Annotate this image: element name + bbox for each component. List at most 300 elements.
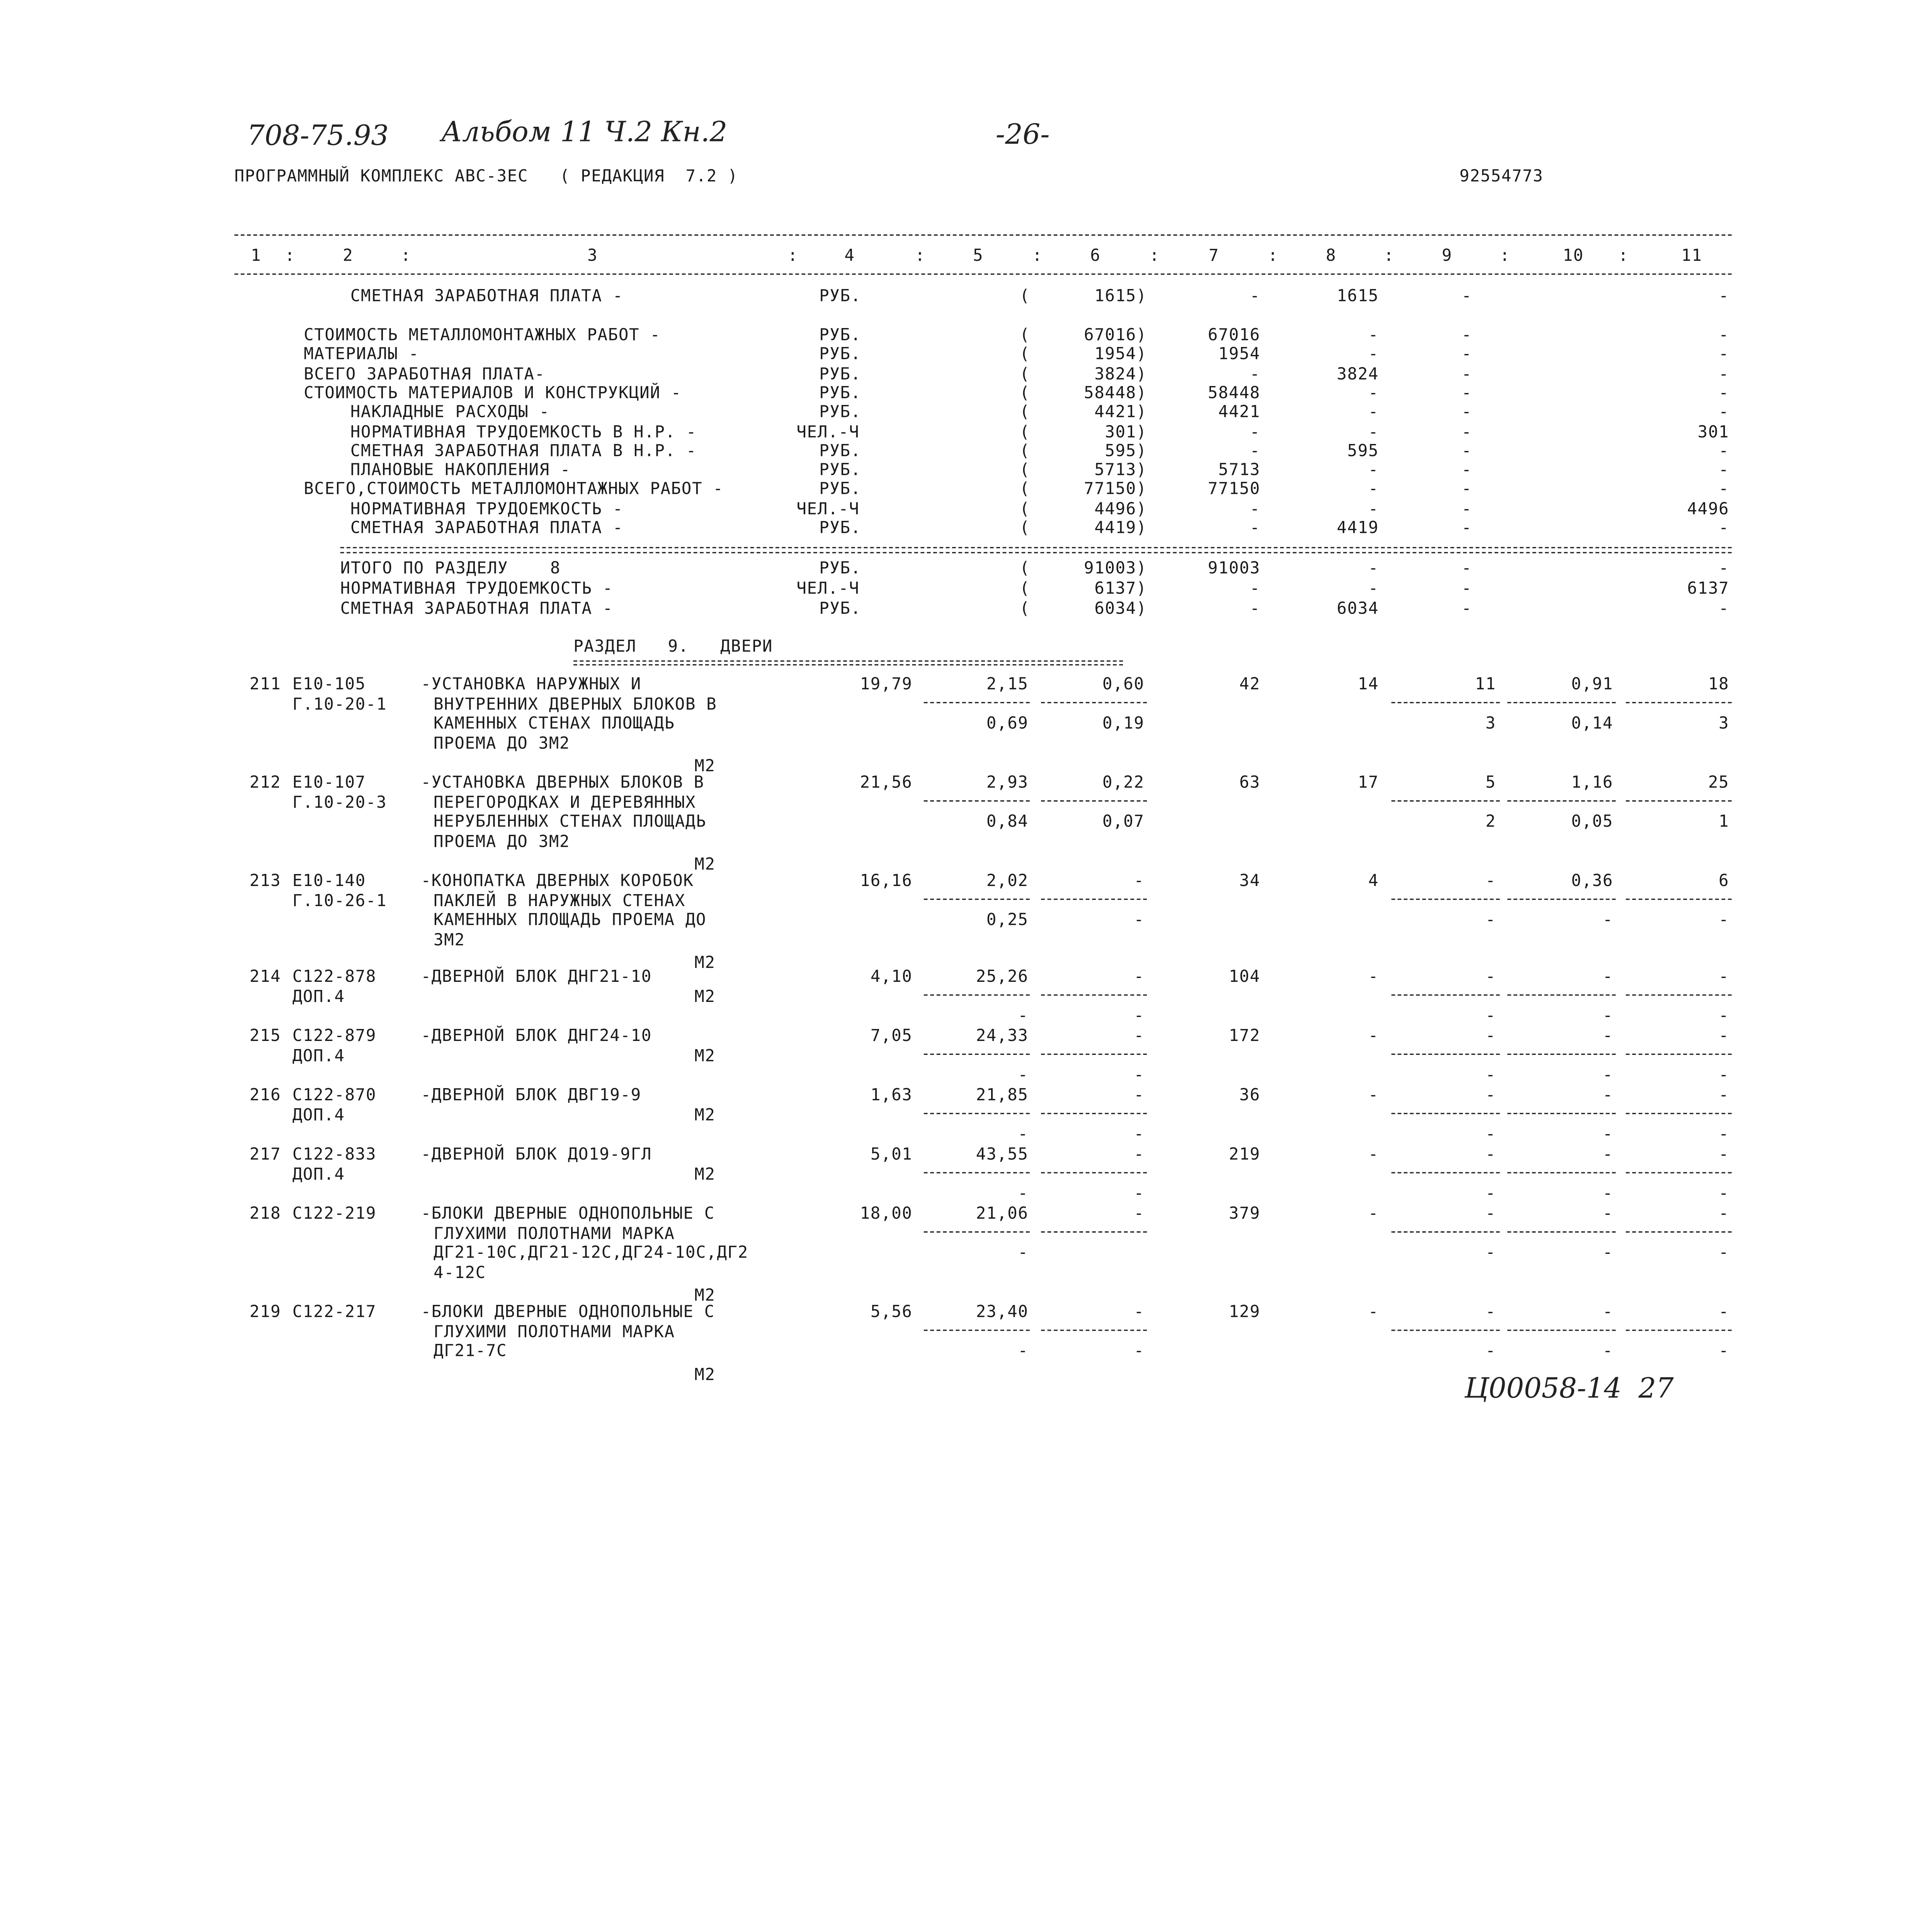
item-c11b: - (1718, 1244, 1730, 1263)
item-c11b: - (1718, 1007, 1730, 1026)
summary-c8: - (1368, 345, 1379, 365)
summary-c7: - (1250, 287, 1260, 306)
open-paren: ( (1019, 560, 1030, 579)
summary-c6: 3824) (1094, 365, 1147, 384)
handwritten-series: 708-75.93 (247, 121, 389, 153)
item-c7: 172 (1229, 1027, 1260, 1046)
item-c10b: - (1602, 1244, 1613, 1263)
item-c5: 2,93 (986, 774, 1029, 793)
summary-label: ВСЕГО,СТОИМОСТЬ МЕТАЛЛОМОНТАЖНЫХ РАБОТ - (304, 480, 724, 500)
open-paren: ( (1019, 287, 1030, 306)
summary-label: ВСЕГО ЗАРАБОТНАЯ ПЛАТА- (304, 365, 545, 384)
item-c9b: 2 (1485, 813, 1496, 832)
item-description: НЕРУБЛЕННЫХ СТЕНАХ ПЛОЩАДЬ (434, 813, 707, 832)
item-divider-11 (1626, 994, 1732, 995)
summary-c11: - (1718, 560, 1730, 579)
item-c8: 14 (1357, 675, 1379, 695)
item-code: С122-833 (292, 1145, 377, 1165)
item-divider-11 (1626, 1330, 1732, 1331)
summary-unit: РУБ. (819, 560, 861, 579)
item-description: ПРОЕМА ДО 3М2 (434, 832, 570, 852)
open-paren: ( (1019, 480, 1030, 500)
item-divider-10 (1507, 899, 1616, 900)
item-description: -БЛОКИ ДВЕРНЫЕ ОДНОПОЛЬНЫЕ С (421, 1303, 715, 1322)
column-separator: : (787, 247, 798, 266)
summary-unit: РУБ. (819, 365, 861, 384)
item-description: -ДВЕРНОЙ БЛОК ДО19-9ГЛ (421, 1145, 652, 1165)
program-title: ПРОГРАММНЫЙ КОМПЛЕКС АВС-3ЕС ( РЕДАКЦИЯ 7.2 ) (234, 167, 738, 187)
item-c6b: - (1134, 1184, 1145, 1204)
item-divider-11 (1626, 702, 1732, 703)
summary-c6: 91003) (1084, 560, 1147, 579)
item-divider-10 (1507, 702, 1616, 703)
item-description: КАМЕННЫХ СТЕНАХ ПЛОЩАДЬ (434, 714, 675, 734)
summary-c11: 4496 (1687, 500, 1730, 519)
item-divider-9 (1391, 994, 1500, 995)
item-divider-6 (1041, 899, 1147, 900)
item-code: С122-217 (292, 1303, 377, 1322)
item-c5: 21,85 (976, 1086, 1029, 1105)
item-c5: 23,40 (976, 1303, 1029, 1322)
summary-c7: - (1250, 423, 1260, 442)
item-c9b: - (1485, 1244, 1496, 1263)
item-divider-9 (1391, 1113, 1500, 1114)
handwritten-album: Альбом 11 Ч.2 Кн.2 (441, 117, 728, 149)
item-description: ПЕРЕГОРОДКАХ И ДЕРЕВЯННЫХ (434, 793, 696, 813)
open-paren: ( (1019, 403, 1030, 423)
item-divider-9 (1391, 1054, 1500, 1055)
item-c9: - (1485, 1027, 1496, 1046)
item-c6b: 0,07 (1102, 813, 1145, 832)
item-description: ГЛУХИМИ ПОЛОТНАМИ МАРКА (434, 1224, 675, 1243)
item-description: ГЛУХИМИ ПОЛОТНАМИ МАРКА (434, 1323, 675, 1342)
item-c11: - (1718, 1145, 1730, 1165)
item-c8: - (1368, 1027, 1379, 1046)
item-code-reference: Г.10-20-1 (292, 696, 387, 715)
item-c9b: - (1485, 1342, 1496, 1361)
item-divider-10 (1507, 1330, 1616, 1331)
summary-label: СТОИМОСТЬ МЕТАЛЛОМОНТАЖНЫХ РАБОТ - (304, 326, 661, 345)
item-description: ДГ21-7С (434, 1342, 507, 1361)
open-paren: ( (1019, 461, 1030, 481)
item-description: -КОНОПАТКА ДВЕРНЫХ КОРОБОК (421, 872, 694, 891)
summary-unit: РУБ. (819, 600, 861, 619)
summary-c9: - (1461, 500, 1472, 519)
column-number: 7 (1208, 247, 1219, 266)
item-code-reference: ДОП.4 (292, 1047, 345, 1066)
summary-c7: 4421 (1218, 403, 1260, 423)
item-divider-6 (1041, 994, 1147, 995)
item-c11b: - (1718, 1184, 1730, 1204)
item-divider-6 (1041, 1231, 1147, 1233)
item-divider-5 (924, 800, 1030, 801)
item-c6: 0,22 (1102, 774, 1145, 793)
item-divider-9 (1391, 1231, 1500, 1233)
item-c4: 4,10 (870, 968, 913, 987)
summary-unit: РУБ. (819, 345, 861, 365)
item-c7: 42 (1239, 675, 1260, 695)
item-c11: - (1718, 1086, 1730, 1105)
section-title-underline (573, 660, 1123, 662)
item-code: Е10-105 (292, 675, 366, 695)
item-c6b: - (1134, 1342, 1145, 1361)
item-c10b: - (1602, 1066, 1613, 1085)
summary-c11: 301 (1697, 423, 1730, 442)
item-c10: - (1602, 1303, 1613, 1322)
item-c10b: - (1602, 1184, 1613, 1204)
summary-unit: РУБ. (819, 403, 861, 423)
summary-label: НОРМАТИВНАЯ ТРУДОЕМКОСТЬ - (350, 500, 623, 519)
column-number: 1 (251, 247, 262, 266)
item-c10b: 0,05 (1571, 813, 1613, 832)
item-c4: 18,00 (860, 1205, 913, 1224)
item-c5: 25,26 (976, 968, 1029, 987)
item-divider-5 (924, 702, 1030, 703)
item-c10b: - (1602, 1125, 1613, 1145)
column-number: 4 (844, 247, 855, 266)
item-unit: М2 (694, 1047, 716, 1066)
summary-c8: 4419 (1337, 519, 1379, 538)
item-unit: М2 (694, 1366, 716, 1384)
item-description: -УСТАНОВКА НАРУЖНЫХ И (421, 675, 641, 695)
item-description: ПРОЕМА ДО 3М2 (434, 734, 570, 753)
item-divider-11 (1626, 1113, 1732, 1114)
item-c9: 11 (1475, 675, 1496, 695)
item-number: 219 (249, 1303, 281, 1322)
summary-c6: 595) (1105, 442, 1147, 461)
item-c11b: 1 (1718, 813, 1730, 832)
item-c11: 6 (1718, 872, 1730, 891)
item-c6: - (1134, 968, 1145, 987)
item-c9: - (1485, 968, 1496, 987)
summary-unit: РУБ. (819, 519, 861, 538)
summary-unit: ЧЕЛ.-Ч (796, 580, 860, 599)
summary-unit: РУБ. (819, 384, 861, 403)
item-c5: 43,55 (976, 1145, 1029, 1165)
item-description: -УСТАНОВКА ДВЕРНЫХ БЛОКОВ В (421, 774, 704, 793)
summary-c9: - (1461, 442, 1472, 461)
item-c5b: - (1018, 1342, 1029, 1361)
item-c7: 34 (1239, 872, 1260, 891)
summary-c9: - (1461, 345, 1472, 365)
item-unit: М2 (694, 988, 716, 1007)
item-c10: - (1602, 1086, 1613, 1105)
item-c10: - (1602, 1145, 1613, 1165)
open-paren: ( (1019, 600, 1030, 619)
summary-c11: - (1718, 326, 1730, 345)
summary-c6: 4496) (1094, 500, 1147, 519)
item-c9: - (1485, 1145, 1496, 1165)
summary-c7: - (1250, 519, 1260, 538)
handwritten-code: Ц00058-14 (1464, 1374, 1622, 1405)
item-unit: М2 (694, 1166, 716, 1185)
item-c7: 219 (1229, 1145, 1260, 1165)
item-c6: - (1134, 872, 1145, 891)
item-divider-10 (1507, 1054, 1616, 1055)
section-title: РАЗДЕЛ 9. ДВЕРИ (573, 638, 773, 657)
item-c9b: 3 (1485, 714, 1496, 734)
item-divider-6 (1041, 702, 1147, 703)
item-c9b: - (1485, 911, 1496, 930)
summary-c9: - (1461, 287, 1472, 306)
item-c10b: - (1602, 1007, 1613, 1026)
summary-c11: - (1718, 600, 1730, 619)
item-c6: - (1134, 1027, 1145, 1046)
summary-c7: 1954 (1218, 345, 1260, 365)
item-divider-6 (1041, 1330, 1147, 1331)
column-separator: : (1149, 247, 1160, 266)
item-c10b: - (1602, 911, 1613, 930)
item-c11b: 3 (1718, 714, 1730, 734)
item-unit: М2 (694, 1287, 716, 1306)
summary-c7: 5713 (1218, 461, 1260, 481)
item-c10: - (1602, 1027, 1613, 1046)
column-number: 9 (1442, 247, 1452, 266)
open-paren: ( (1019, 519, 1030, 538)
summary-c8: 6034 (1337, 600, 1379, 619)
item-divider-10 (1507, 994, 1616, 995)
item-code: Е10-140 (292, 872, 366, 891)
summary-c8: - (1368, 560, 1379, 579)
item-c7: 129 (1229, 1303, 1260, 1322)
summary-c6: 1615) (1094, 287, 1147, 306)
table-top-rule (235, 235, 1732, 236)
item-c6: 0,60 (1102, 675, 1145, 695)
column-number: 5 (973, 247, 984, 266)
item-c9b: - (1485, 1066, 1496, 1085)
summary-c6: 5713) (1094, 461, 1147, 481)
item-c9: - (1485, 1303, 1496, 1322)
item-c5: 21,06 (976, 1205, 1029, 1224)
item-c8: 4 (1368, 872, 1379, 891)
summary-label: СМЕТНАЯ ЗАРАБОТНАЯ ПЛАТА - (350, 519, 623, 538)
item-c11: 25 (1708, 774, 1730, 793)
item-c5b: - (1018, 1184, 1029, 1204)
item-c5: 2,02 (986, 872, 1029, 891)
summary-c11: - (1718, 384, 1730, 403)
summary-c7: - (1250, 600, 1260, 619)
item-code: С122-870 (292, 1086, 377, 1105)
summary-c9: - (1461, 560, 1472, 579)
item-divider-11 (1626, 899, 1732, 900)
item-code-reference: ДОП.4 (292, 988, 345, 1007)
summary-unit: ЧЕЛ.-Ч (796, 500, 860, 519)
summary-c8: 595 (1347, 442, 1379, 461)
summary-unit: РУБ. (819, 287, 861, 306)
summary-c11: - (1718, 345, 1730, 365)
item-c6: - (1134, 1145, 1145, 1165)
column-number: 10 (1563, 247, 1584, 266)
item-c11b: - (1718, 1066, 1730, 1085)
item-description: 3М2 (434, 930, 465, 950)
item-divider-10 (1507, 1172, 1616, 1173)
item-c5: 24,33 (976, 1027, 1029, 1046)
summary-unit: РУБ. (819, 461, 861, 481)
item-number: 217 (249, 1145, 281, 1165)
summary-c9: - (1461, 461, 1472, 481)
item-code-reference: ДОП.4 (292, 1106, 345, 1126)
summary-unit: РУБ. (819, 480, 861, 500)
summary-c11: - (1718, 442, 1730, 461)
item-c7: 379 (1229, 1205, 1260, 1224)
item-c5b: 0,84 (986, 813, 1029, 832)
summary-c11: - (1718, 480, 1730, 500)
item-unit: М2 (694, 1106, 716, 1126)
item-c9b: - (1485, 1184, 1496, 1204)
column-number: 2 (343, 247, 354, 266)
summary-c8: 1615 (1337, 287, 1379, 306)
summary-label: СТОИМОСТЬ МАТЕРИАЛОВ И КОНСТРУКЦИЙ - (304, 384, 682, 403)
summary-c6: 77150) (1084, 480, 1147, 500)
item-divider-6 (1041, 800, 1147, 801)
summary-c9: - (1461, 403, 1472, 423)
item-description: 4-12С (434, 1263, 486, 1282)
item-code: С122-878 (292, 968, 377, 987)
item-divider-6 (1041, 1054, 1147, 1055)
item-c9: - (1485, 1205, 1496, 1224)
item-divider-5 (924, 1231, 1030, 1233)
summary-c8: - (1368, 480, 1379, 500)
item-description: -БЛОКИ ДВЕРНЫЕ ОДНОПОЛЬНЫЕ С (421, 1205, 715, 1224)
item-c6b: - (1134, 1125, 1145, 1145)
summary-c11: - (1718, 519, 1730, 538)
item-divider-9 (1391, 1172, 1500, 1173)
item-c6b: - (1134, 911, 1145, 930)
summary-c7: - (1250, 442, 1260, 461)
item-divider-11 (1626, 1231, 1732, 1233)
item-c6: - (1134, 1086, 1145, 1105)
item-number: 211 (249, 675, 281, 695)
item-c7: 104 (1229, 968, 1260, 987)
item-c11b: - (1718, 1342, 1730, 1361)
item-description: ВНУТРЕННИХ ДВЕРНЫХ БЛОКОВ В (434, 695, 717, 714)
summary-c6: 6034) (1094, 600, 1147, 619)
item-divider-11 (1626, 1172, 1732, 1173)
item-c11b: - (1718, 1125, 1730, 1145)
summary-label: НОРМАТИВНАЯ ТРУДОЕМКОСТЬ В Н.Р. - (350, 423, 697, 442)
summary-unit: РУБ. (819, 442, 861, 461)
item-c8: - (1368, 1145, 1379, 1165)
summary-label: СМЕТНАЯ ЗАРАБОТНАЯ ПЛАТА - (350, 287, 623, 306)
item-c9b: - (1485, 1007, 1496, 1026)
item-c4: 21,56 (860, 774, 913, 793)
item-divider-5 (924, 1054, 1030, 1055)
item-divider-9 (1391, 1330, 1500, 1331)
item-code: С122-219 (292, 1205, 377, 1224)
table-header-rule (235, 274, 1732, 275)
item-unit: М2 (694, 757, 716, 777)
item-divider-5 (924, 994, 1030, 995)
item-description: ДГ21-10С,ДГ21-12С,ДГ24-10С,ДГ2 (434, 1244, 748, 1263)
open-paren: ( (1019, 500, 1030, 519)
item-divider-5 (924, 1330, 1030, 1331)
item-c5b: 0,25 (986, 911, 1029, 930)
item-c4: 7,05 (870, 1027, 913, 1046)
item-c8: - (1368, 968, 1379, 987)
summary-c9: - (1461, 480, 1472, 500)
item-divider-9 (1391, 800, 1500, 801)
summary-c7: - (1250, 365, 1260, 384)
column-separator: : (401, 247, 412, 266)
item-c11b: - (1718, 911, 1730, 930)
summary-c11: - (1718, 287, 1730, 306)
summary-c8: - (1368, 403, 1379, 423)
item-c7: 36 (1239, 1086, 1260, 1105)
summary-c7: - (1250, 580, 1260, 599)
summary-c11: - (1718, 403, 1730, 423)
item-description: КАМЕННЫХ ПЛОЩАДЬ ПРОЕМА ДО (434, 911, 707, 930)
summary-c8: 3824 (1337, 365, 1379, 384)
column-separator: : (1032, 247, 1043, 266)
summary-c6: 67016) (1084, 326, 1147, 345)
item-c8: - (1368, 1086, 1379, 1105)
item-number: 215 (249, 1027, 281, 1046)
item-c11: - (1718, 1303, 1730, 1322)
item-c11: 18 (1708, 675, 1730, 695)
summary-c11: - (1718, 365, 1730, 384)
summary-c9: - (1461, 384, 1472, 403)
item-c6b: - (1134, 1066, 1145, 1085)
item-divider-11 (1626, 1054, 1732, 1055)
item-description: -ДВЕРНОЙ БЛОК ДНГ24-10 (421, 1027, 652, 1046)
item-number: 216 (249, 1086, 281, 1105)
column-number: 6 (1090, 247, 1101, 266)
summary-c8: - (1368, 384, 1379, 403)
item-c5b: - (1018, 1066, 1029, 1085)
column-separator: : (1268, 247, 1279, 266)
item-c10b: 0,14 (1571, 714, 1613, 734)
handwritten-sheet: 27 (1638, 1374, 1674, 1405)
item-divider-6 (1041, 1172, 1147, 1173)
summary-c7: - (1250, 500, 1260, 519)
column-separator: : (1500, 247, 1510, 266)
item-c4: 1,63 (870, 1086, 913, 1105)
item-divider-6 (1041, 1113, 1147, 1114)
open-paren: ( (1019, 365, 1030, 384)
item-c10: 1,16 (1571, 774, 1613, 793)
summary-c7: 58448 (1208, 384, 1260, 403)
summary-c7: 77150 (1208, 480, 1260, 500)
item-divider-10 (1507, 1231, 1616, 1233)
item-c6: - (1134, 1205, 1145, 1224)
item-description: -ДВЕРНОЙ БЛОК ДНГ21-10 (421, 968, 652, 987)
item-c4: 5,56 (870, 1303, 913, 1322)
item-number: 214 (249, 968, 281, 987)
item-c9b: - (1485, 1125, 1496, 1145)
section-total-rule (340, 547, 1732, 548)
item-number: 218 (249, 1205, 281, 1224)
item-c9: - (1485, 1086, 1496, 1105)
summary-c8: - (1368, 423, 1379, 442)
item-divider-5 (924, 899, 1030, 900)
item-c10: - (1602, 1205, 1613, 1224)
column-separator: : (285, 247, 296, 266)
open-paren: ( (1019, 442, 1030, 461)
item-description: ПАКЛЕЙ В НАРУЖНЫХ СТЕНАХ (434, 891, 685, 911)
item-c11: - (1718, 1027, 1730, 1046)
item-divider-10 (1507, 800, 1616, 801)
column-separator: : (1618, 247, 1629, 266)
item-c6: - (1134, 1303, 1145, 1322)
item-c5b: - (1018, 1007, 1029, 1026)
column-number: 11 (1681, 247, 1702, 266)
handwritten-page-number: -26- (995, 119, 1050, 151)
item-c5b: - (1018, 1125, 1029, 1145)
item-unit: М2 (694, 855, 716, 875)
summary-label: МАТЕРИАЛЫ - (304, 345, 419, 365)
summary-c8: - (1368, 461, 1379, 481)
item-c8: - (1368, 1205, 1379, 1224)
